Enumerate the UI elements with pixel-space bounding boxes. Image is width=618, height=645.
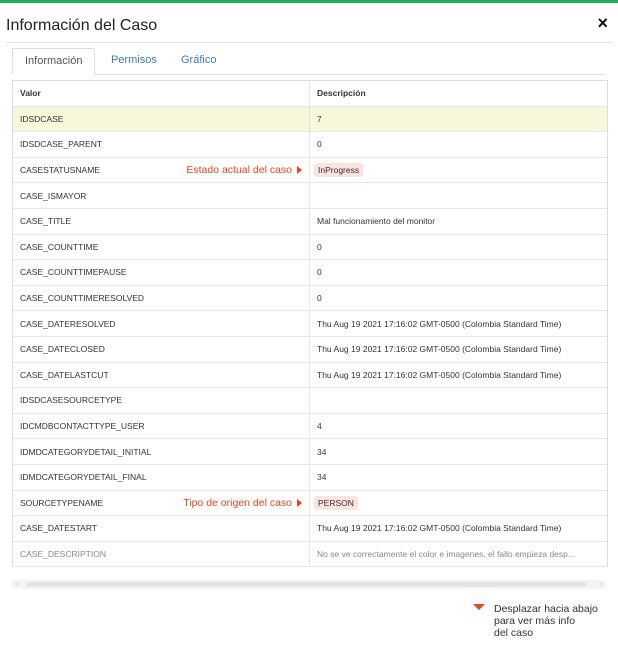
- row-value: [310, 260, 607, 285]
- case-info-table: [12, 80, 608, 567]
- dialog-title: Información del Caso: [6, 17, 158, 34]
- row-key-label: CASE_COUNTTIMERESOLVED: [20, 293, 145, 304]
- table-row[interactable]: [13, 388, 607, 414]
- row-key-label: IDMDCATEGORYDETAIL_FINAL: [20, 472, 147, 483]
- row-key: [13, 363, 310, 388]
- table-row[interactable]: [13, 491, 607, 517]
- row-value: [310, 209, 607, 234]
- row-annotation: [183, 497, 302, 509]
- row-key-label: IDCMDBCONTACTTYPE_USER: [20, 421, 145, 432]
- scroll-down-indicator-icon: [473, 604, 485, 610]
- table-row[interactable]: [13, 132, 607, 158]
- column-header-valor[interactable]: Valor: [13, 81, 310, 106]
- row-value: [310, 158, 607, 183]
- row-value-label: No se ve correctamente el color e imagenes, el fallo empieza desp...: [317, 548, 575, 559]
- table-row[interactable]: [13, 439, 607, 465]
- scroll-right-icon[interactable]: ›: [599, 581, 602, 588]
- row-key: [13, 516, 310, 541]
- table-row[interactable]: [13, 465, 607, 491]
- row-value-label: 34: [317, 446, 327, 457]
- row-key-label: IDSDCASE: [20, 113, 64, 124]
- header-divider: [6, 42, 612, 43]
- row-value: [310, 439, 607, 464]
- row-value-label: Thu Aug 19 2021 17:16:02 GMT-0500 (Colombia Standard Time): [317, 523, 562, 534]
- row-value-label: 7: [317, 113, 322, 124]
- row-key: [13, 388, 310, 413]
- close-icon[interactable]: ×: [597, 13, 608, 33]
- row-key-label: CASE_DATESTART: [20, 523, 97, 534]
- row-value: [310, 286, 607, 311]
- table-row[interactable]: [13, 311, 607, 337]
- scroll-hint-line: Desplazar hacia abajo: [494, 603, 598, 615]
- row-value: [310, 414, 607, 439]
- row-value-label: Thu Aug 19 2021 17:16:02 GMT-0500 (Colombia Standard Time): [317, 369, 562, 380]
- scroll-hint-line: para ver más info: [494, 615, 576, 627]
- table-row[interactable]: [13, 337, 607, 363]
- row-key: [13, 107, 310, 132]
- row-value: [310, 363, 607, 388]
- row-key-label: IDSDCASE_PARENT: [20, 139, 103, 150]
- horizontal-scrollbar[interactable]: [12, 580, 606, 589]
- annotation-text: Tipo de origen del caso: [183, 496, 292, 509]
- table-row[interactable]: [13, 363, 607, 389]
- row-key: [13, 286, 310, 311]
- row-value: [310, 542, 607, 567]
- row-key-label: CASE_DATERESOLVED: [20, 318, 116, 329]
- row-key: [13, 542, 310, 567]
- table-row[interactable]: [13, 158, 607, 184]
- row-value: [310, 311, 607, 336]
- arrow-right-icon: [297, 499, 302, 507]
- row-key-label: SOURCETYPENAME: [20, 497, 104, 508]
- tab-informacion[interactable]: Información: [12, 48, 95, 75]
- row-key: [13, 311, 310, 336]
- row-key: [13, 132, 310, 157]
- scroll-left-icon[interactable]: ‹: [16, 581, 19, 588]
- row-annotation: [186, 164, 302, 176]
- table-row[interactable]: [13, 235, 607, 261]
- status-badge: InProgress: [314, 163, 363, 177]
- row-key: [13, 183, 310, 208]
- column-header-descripcion[interactable]: Descripción: [317, 88, 366, 99]
- row-value-label: Thu Aug 19 2021 17:16:02 GMT-0500 (Colombia Standard Time): [317, 344, 562, 355]
- row-key: [13, 465, 310, 490]
- row-value: [310, 465, 607, 490]
- row-value: [310, 516, 607, 541]
- table-header-row: [13, 81, 607, 107]
- row-key: [13, 260, 310, 285]
- tab-bar: [12, 48, 606, 75]
- row-value: [310, 183, 607, 208]
- row-key: [13, 209, 310, 234]
- row-key-label: CASE_DATECLOSED: [20, 344, 105, 355]
- annotation-text: Estado actual del caso: [186, 164, 292, 177]
- row-value-label: 0: [317, 267, 322, 278]
- row-value: [310, 337, 607, 362]
- scroll-hint-line: del caso: [494, 627, 534, 639]
- row-key-label: CASE_COUNTTIME: [20, 241, 99, 252]
- row-key: [13, 414, 310, 439]
- table-row[interactable]: [13, 260, 607, 286]
- row-key: [13, 235, 310, 260]
- row-value: [310, 132, 607, 157]
- row-key-label: CASE_ISMAYOR: [20, 190, 87, 201]
- table-row[interactable]: [13, 414, 607, 440]
- tab-grafico[interactable]: Gráfico: [181, 54, 217, 66]
- scrollbar-thumb[interactable]: [26, 582, 586, 587]
- table-row[interactable]: [13, 542, 607, 568]
- row-value-label: 0: [317, 139, 322, 150]
- scroll-hint: [494, 603, 598, 639]
- row-key: [13, 337, 310, 362]
- row-key-label: IDMDCATEGORYDETAIL_INITIAL: [20, 446, 152, 457]
- row-key-label: CASE_COUNTTIMEPAUSE: [20, 267, 127, 278]
- row-key-label: CASE_TITLE: [20, 216, 72, 227]
- row-key-label: CASE_DESCRIPTION: [20, 548, 106, 559]
- table-row[interactable]: [13, 107, 607, 133]
- row-value-label: 0: [317, 293, 322, 304]
- status-badge: PERSON: [314, 496, 358, 510]
- row-key: [13, 491, 310, 516]
- row-key-label: IDSDCASESOURCETYPE: [20, 395, 123, 406]
- table-row[interactable]: [13, 183, 607, 209]
- table-row[interactable]: [13, 286, 607, 312]
- row-value-label: 0: [317, 241, 322, 252]
- tab-permisos[interactable]: Permisos: [111, 54, 157, 66]
- row-value: [310, 107, 607, 132]
- table-row[interactable]: [13, 516, 607, 542]
- row-value: [310, 388, 607, 413]
- row-value: [310, 491, 607, 516]
- row-value-label: Mal funcionamiento del monitor: [317, 216, 436, 227]
- row-value: [310, 235, 607, 260]
- row-value-label: Thu Aug 19 2021 17:16:02 GMT-0500 (Colombia Standard Time): [317, 318, 562, 329]
- row-key: [13, 158, 310, 183]
- arrow-right-icon: [297, 166, 302, 174]
- row-key: [13, 439, 310, 464]
- row-value-label: 34: [317, 472, 327, 483]
- row-key-label: CASESTATUSNAME: [20, 165, 100, 176]
- row-value-label: 4: [317, 421, 322, 432]
- table-row[interactable]: [13, 209, 607, 235]
- top-accent-bar: [0, 0, 618, 3]
- row-key-label: CASE_DATELASTCUT: [20, 369, 109, 380]
